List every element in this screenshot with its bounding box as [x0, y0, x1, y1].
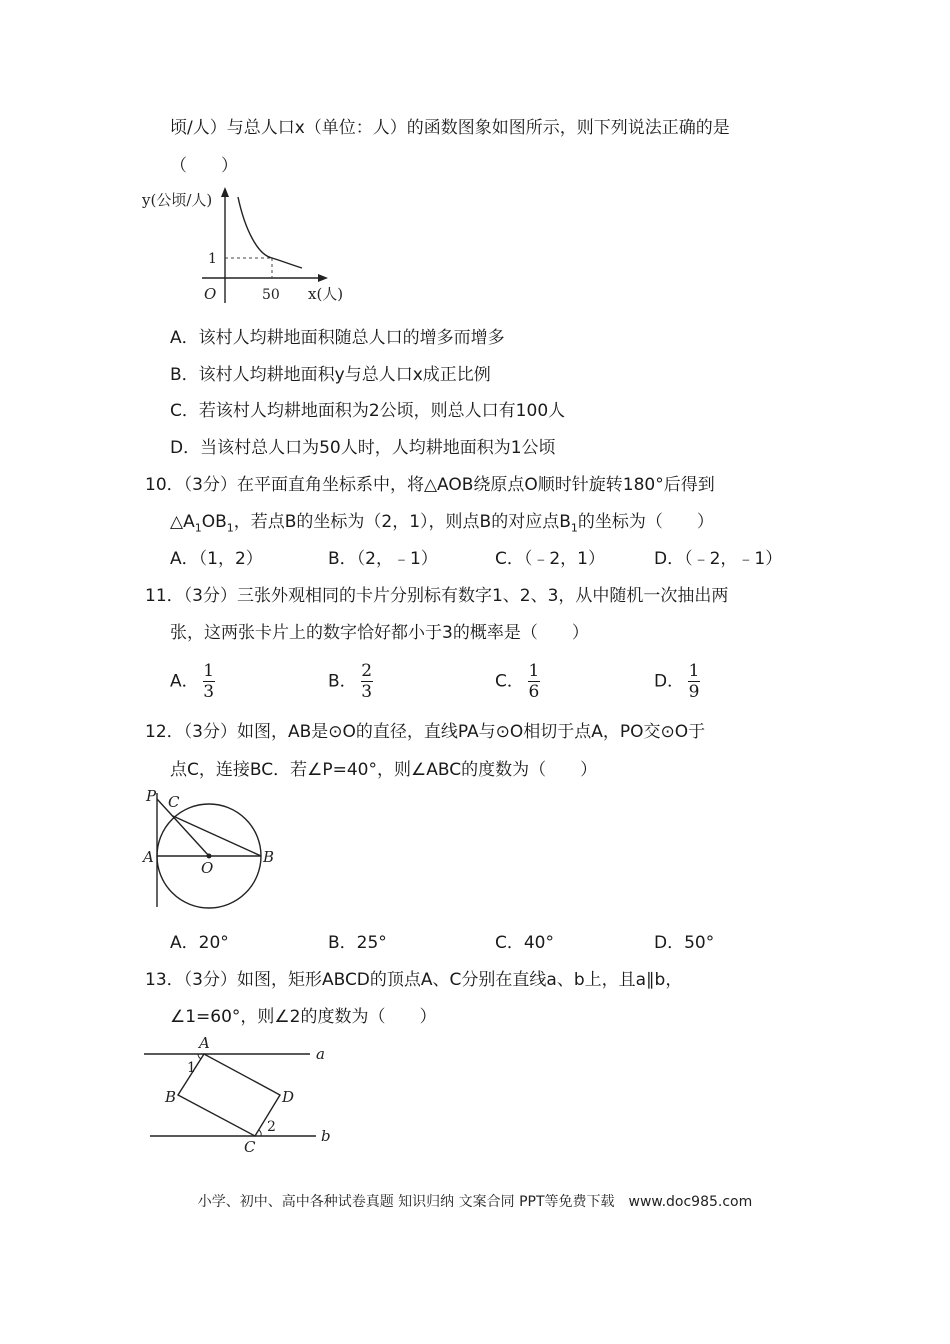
q13-label-a: A: [199, 1035, 210, 1052]
q11-option-c-fraction: [528, 662, 540, 701]
q9-y-tick: 1: [208, 251, 217, 267]
q12-label-b: B: [263, 848, 275, 866]
q10-option-b: B．（2，﹣1）: [328, 549, 438, 569]
q9-option-a: A．该村人均耕地面积随总人口的增多而增多: [170, 328, 505, 348]
q9-function-graph: [140, 185, 370, 310]
q10-text-a: △A: [170, 512, 195, 532]
q12-label-c: C: [168, 793, 180, 811]
q9-option-c: C．若该村人均耕地面积为2公顷，则总人口有100人: [170, 401, 566, 421]
q10-text-d: 的坐标为（ ）: [577, 512, 714, 532]
q10-option-a: A．（1，2）: [170, 549, 263, 569]
q10-sub-2: 1: [226, 521, 234, 535]
q12-stem-line1: 12．（3分）如图，AB是⊙O的直径，直线PA与⊙O相切于点A，PO交⊙O于: [145, 722, 706, 742]
q9-option-d: D．当该村总人口为50人时，人均耕地面积为1公顷: [170, 438, 556, 458]
q12-label-a: A: [143, 848, 154, 866]
q11-option-a: [170, 662, 215, 701]
q13-label-c: C: [244, 1138, 256, 1155]
q12-option-c: C．40°: [495, 933, 555, 953]
fraction-denominator: 3: [361, 682, 373, 702]
q13-label-b: B: [165, 1088, 177, 1106]
q10-sub-3: 1: [570, 521, 578, 535]
q11-option-a-letter: A．: [170, 671, 199, 692]
fraction-numerator: 1: [203, 661, 215, 681]
q10-option-d: D．（﹣2，﹣1）: [654, 549, 783, 569]
q9-stem-line2: （ ）: [170, 156, 238, 176]
q11-option-b-letter: B．: [328, 671, 357, 692]
q12-circle-figure: [140, 785, 285, 915]
q11-option-d-letter: D．: [654, 671, 685, 692]
fraction-numerator: 1: [688, 661, 700, 681]
q13-label-b-line: b: [321, 1127, 331, 1145]
q11-option-c: [495, 662, 540, 701]
page-footer: 小学、初中、高中各种试卷真题 知识归纳 文案合同 PPT等免费下载 www.doc985.com: [197, 1194, 753, 1210]
q10-text-c: ，若点B的坐标为（2，1），则点B的对应点B: [233, 512, 571, 532]
q12-option-d: D．50°: [654, 933, 715, 953]
q9-origin: O: [204, 285, 217, 303]
q9-y-axis-label: y(公顷/人): [142, 191, 213, 209]
fraction-denominator: 6: [528, 682, 540, 702]
q11-option-b-fraction: [361, 662, 373, 701]
q13-stem-line2: ∠1=60°，则∠2的度数为（ ）: [170, 1007, 437, 1027]
q12-option-a: A．20°: [170, 933, 229, 953]
q12-label-o: O: [201, 859, 214, 877]
q10-sub-1: 1: [194, 521, 202, 535]
q9-x-axis-label: x(人): [308, 285, 344, 303]
q13-stem-line1: 13．（3分）如图，矩形ABCD的顶点A、C分别在直线a、b上，且a∥b，: [145, 970, 683, 990]
q9-option-b: B．该村人均耕地面积y与总人口x成正比例: [170, 365, 491, 385]
q12-option-b: B．25°: [328, 933, 387, 953]
q10-option-c: C．（﹣2，1）: [495, 549, 606, 569]
q11-option-a-fraction: [203, 662, 215, 701]
q9-x-tick: 50: [262, 287, 280, 303]
q13-label-angle1: 1: [187, 1060, 196, 1076]
q11-stem-line2: 张，这两张卡片上的数字恰好都小于3的概率是（ ）: [170, 623, 589, 643]
q13-rectangle-figure: [140, 1035, 340, 1155]
q11-stem-line1: 11．（3分）三张外观相同的卡片分别标有数字1、2、3，从中随机一次抽出两: [145, 586, 729, 606]
q11-option-d-fraction: [688, 662, 700, 701]
q10-stem-line1: 10．（3分）在平面直角坐标系中，将△AOB绕原点O顺时针旋转180°后得到: [145, 475, 715, 495]
fraction-numerator: 2: [361, 661, 373, 681]
q9-stem-line1: 顷/人）与总人口x（单位：人）的函数图象如图所示，则下列说法正确的是: [170, 118, 730, 138]
fraction-numerator: 1: [528, 661, 540, 681]
q12-label-p: P: [146, 787, 157, 805]
q10-text-b: OB: [201, 512, 227, 532]
q11-option-b: [328, 662, 373, 701]
q11-option-d: [654, 662, 700, 701]
fraction-denominator: 3: [203, 682, 215, 702]
q10-stem-line2: [170, 511, 714, 539]
q11-option-c-letter: C．: [495, 671, 524, 692]
q13-label-d: D: [282, 1088, 295, 1106]
q12-stem-line2: 点C，连接BC．若∠P=40°，则∠ABC的度数为（ ）: [170, 760, 598, 780]
q13-label-angle2: 2: [267, 1119, 276, 1135]
fraction-denominator: 9: [688, 682, 700, 702]
q13-label-a-line: a: [316, 1045, 325, 1063]
